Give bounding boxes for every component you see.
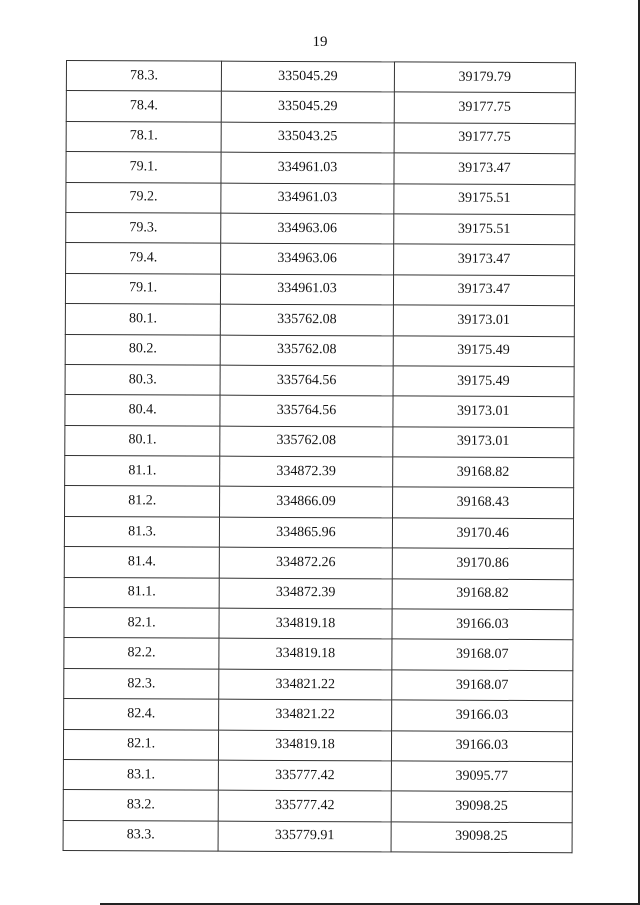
x-coordinate-cell: 335762.08 bbox=[221, 304, 394, 335]
table-row bbox=[64, 668, 573, 701]
point-number-cell: 81.1. bbox=[64, 577, 219, 608]
point-number-cell: 80.2. bbox=[65, 334, 220, 365]
y-coordinate-cell: 39173.01 bbox=[392, 427, 573, 458]
x-coordinate-cell: 335764.56 bbox=[220, 365, 393, 396]
table-row bbox=[63, 820, 572, 853]
table-row bbox=[66, 243, 575, 276]
table-row bbox=[65, 334, 574, 367]
x-coordinate-cell: 335779.91 bbox=[218, 821, 391, 852]
table-row bbox=[63, 759, 572, 792]
x-coordinate-cell: 334821.22 bbox=[219, 669, 392, 700]
point-number-cell: 83.3. bbox=[63, 820, 218, 851]
x-coordinate-cell: 334819.18 bbox=[219, 730, 392, 761]
y-coordinate-cell: 39166.03 bbox=[391, 700, 572, 731]
x-coordinate-cell: 334819.18 bbox=[219, 608, 392, 639]
point-number-cell: 80.4. bbox=[65, 395, 220, 426]
x-coordinate-cell: 334872.39 bbox=[219, 578, 392, 609]
point-number-cell: 81.3. bbox=[64, 516, 219, 547]
x-coordinate-cell: 335045.29 bbox=[222, 92, 395, 123]
x-coordinate-cell: 335764.56 bbox=[220, 395, 393, 426]
x-coordinate-cell: 335043.25 bbox=[221, 122, 394, 153]
y-coordinate-cell: 39098.25 bbox=[391, 791, 572, 822]
table-row bbox=[65, 456, 574, 489]
y-coordinate-cell: 39168.82 bbox=[392, 457, 573, 488]
table-row bbox=[65, 304, 574, 337]
table-row bbox=[66, 152, 575, 185]
point-number-cell: 78.3. bbox=[66, 61, 221, 92]
table-row bbox=[66, 91, 575, 124]
y-coordinate-cell: 39173.47 bbox=[394, 153, 575, 184]
y-coordinate-cell: 39175.51 bbox=[394, 183, 575, 214]
table-row bbox=[66, 182, 575, 215]
point-number-cell: 78.1. bbox=[66, 121, 221, 152]
y-coordinate-cell: 39175.49 bbox=[393, 366, 574, 397]
point-number-cell: 79.1. bbox=[65, 273, 220, 304]
x-coordinate-cell: 334961.03 bbox=[221, 183, 394, 214]
coordinates-table bbox=[63, 60, 576, 853]
table-row bbox=[63, 729, 572, 762]
point-number-cell: 82.1. bbox=[64, 608, 219, 639]
y-coordinate-cell: 39179.79 bbox=[394, 62, 575, 93]
table-body bbox=[63, 61, 575, 853]
point-number-cell: 83.1. bbox=[63, 759, 218, 790]
x-coordinate-cell: 335762.08 bbox=[220, 335, 393, 366]
x-coordinate-cell: 334963.06 bbox=[221, 213, 394, 244]
point-number-cell: 82.1. bbox=[63, 729, 218, 760]
y-coordinate-cell: 39177.75 bbox=[394, 92, 575, 123]
y-coordinate-cell: 39166.03 bbox=[392, 609, 573, 640]
point-number-cell: 78.4. bbox=[66, 91, 221, 122]
table-row bbox=[64, 608, 573, 641]
table-row bbox=[65, 273, 574, 306]
y-coordinate-cell: 39173.47 bbox=[393, 244, 574, 275]
x-coordinate-cell: 335762.08 bbox=[220, 426, 393, 457]
table-row bbox=[64, 638, 573, 671]
x-coordinate-cell: 334866.09 bbox=[220, 487, 393, 518]
y-coordinate-cell: 39175.49 bbox=[393, 335, 574, 366]
x-coordinate-cell: 334963.06 bbox=[221, 244, 394, 275]
x-coordinate-cell: 335777.42 bbox=[219, 760, 392, 791]
y-coordinate-cell: 39095.77 bbox=[391, 761, 572, 792]
table-row bbox=[65, 486, 574, 519]
y-coordinate-cell: 39175.51 bbox=[393, 214, 574, 245]
table-row bbox=[65, 425, 574, 458]
x-coordinate-cell: 334819.18 bbox=[219, 639, 392, 670]
x-coordinate-cell: 335045.29 bbox=[222, 61, 395, 92]
point-number-cell: 82.4. bbox=[64, 699, 219, 730]
y-coordinate-cell: 39168.07 bbox=[392, 639, 573, 670]
y-coordinate-cell: 39168.07 bbox=[391, 670, 572, 701]
table-row bbox=[64, 516, 573, 549]
x-coordinate-cell: 334961.03 bbox=[221, 274, 394, 305]
point-number-cell: 80.1. bbox=[65, 425, 220, 456]
x-coordinate-cell: 335777.42 bbox=[218, 791, 391, 822]
point-number-cell: 79.4. bbox=[66, 243, 221, 274]
y-coordinate-cell: 39166.03 bbox=[391, 731, 572, 762]
point-number-cell: 83.2. bbox=[63, 790, 218, 821]
y-coordinate-cell: 39170.46 bbox=[392, 518, 573, 549]
y-coordinate-cell: 39170.86 bbox=[392, 548, 573, 579]
table-row bbox=[63, 790, 572, 823]
table-row bbox=[64, 547, 573, 580]
y-coordinate-cell: 39173.01 bbox=[393, 305, 574, 336]
x-coordinate-cell: 334821.22 bbox=[219, 699, 392, 730]
point-number-cell: 79.3. bbox=[66, 212, 221, 243]
point-number-cell: 80.3. bbox=[65, 364, 220, 395]
point-number-cell: 82.3. bbox=[64, 668, 219, 699]
x-coordinate-cell: 334961.03 bbox=[221, 152, 394, 183]
table-row bbox=[65, 395, 574, 428]
page-number: 19 bbox=[312, 34, 328, 50]
table-row bbox=[66, 61, 575, 94]
x-coordinate-cell: 334872.26 bbox=[220, 547, 393, 578]
x-coordinate-cell: 334872.39 bbox=[220, 456, 393, 487]
point-number-cell: 81.2. bbox=[65, 486, 220, 517]
point-number-cell: 79.2. bbox=[66, 182, 221, 213]
x-coordinate-cell: 334865.96 bbox=[220, 517, 393, 548]
point-number-cell: 79.1. bbox=[66, 152, 221, 183]
y-coordinate-cell: 39173.47 bbox=[393, 275, 574, 306]
y-coordinate-cell: 39177.75 bbox=[394, 123, 575, 154]
point-number-cell: 82.2. bbox=[64, 638, 219, 669]
y-coordinate-cell: 39173.01 bbox=[393, 396, 574, 427]
point-number-cell: 81.1. bbox=[65, 456, 220, 487]
y-coordinate-cell: 39168.43 bbox=[392, 487, 573, 518]
point-number-cell: 80.1. bbox=[65, 304, 220, 335]
point-number-cell: 81.4. bbox=[64, 547, 219, 578]
table-row bbox=[66, 212, 575, 245]
table-row bbox=[64, 577, 573, 610]
y-coordinate-cell: 39168.82 bbox=[392, 579, 573, 610]
table-row bbox=[66, 121, 575, 154]
table-row bbox=[65, 364, 574, 397]
y-coordinate-cell: 39098.25 bbox=[391, 822, 572, 853]
table-row bbox=[64, 699, 573, 732]
